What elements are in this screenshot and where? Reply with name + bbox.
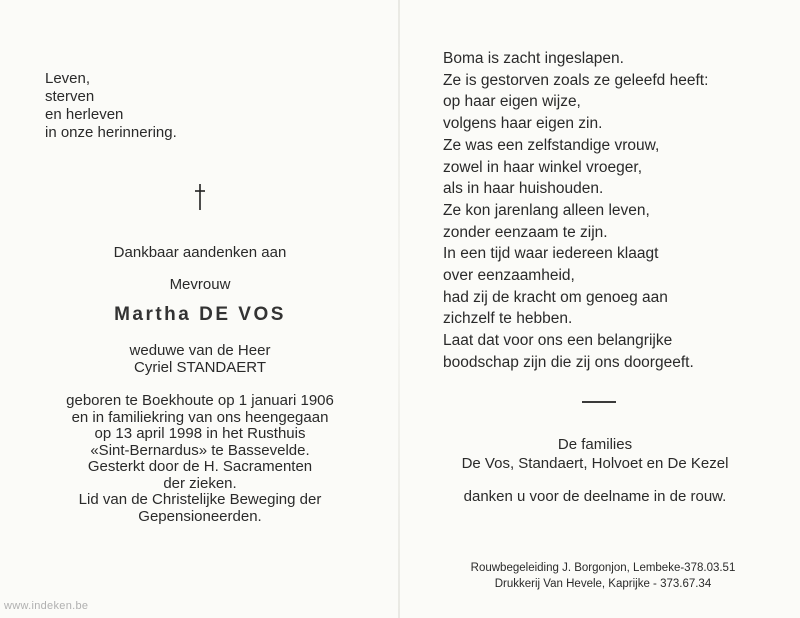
poem-line: volgens haar eigen zin. — [443, 115, 603, 133]
life-details — [0, 393, 400, 525]
memorial-poem — [443, 48, 708, 374]
memory-intro: Dankbaar aandenken aan — [113, 244, 287, 261]
life-line: op 13 april 1998 in het Rusthuis — [94, 425, 306, 442]
poem-line: zichzelf te hebben. — [443, 310, 573, 328]
motto-line: en herleven — [45, 106, 124, 123]
poem-line: Ze is gestorven zoals ze geleefd heeft: — [443, 71, 709, 89]
separator-dash — [582, 401, 616, 403]
poem-line: In een tijd waar iedereen klaagt — [443, 245, 659, 263]
families-heading: De families — [557, 436, 633, 453]
husband-name: Cyriel STANDAERT — [134, 359, 266, 376]
motto-verse — [45, 70, 177, 142]
motto-line: sterven — [45, 88, 95, 105]
poem-line: Boma is zacht ingeslapen. — [443, 50, 624, 67]
poem-line: zonder eenzaam te zijn. — [443, 223, 608, 241]
life-line: «Sint-Bernardus» te Bassevelde. — [90, 441, 310, 459]
poem-line: Laat dat voor ons een belangrijke — [443, 332, 673, 350]
poem-line: Ze kon jarenlang alleen leven, — [443, 201, 650, 219]
honorific: Mevrouw — [169, 276, 231, 293]
poem-line: als in haar huishouden. — [443, 180, 604, 198]
life-line: der zieken. — [163, 474, 237, 492]
poem-line: zowel in haar winkel vroeger, — [443, 158, 643, 176]
cross-icon — [193, 183, 207, 211]
deceased-name: Martha DE VOS — [114, 304, 286, 325]
poem-line: over eenzaamheid, — [443, 267, 575, 285]
families-names: De Vos, Standaert, Holvoet en De Kezel — [461, 455, 729, 472]
watermark: www.indeken.be — [4, 600, 89, 612]
life-line: geboren te Boekhoute op 1 januari 1906 — [66, 392, 334, 409]
motto-line: in onze herinnering. — [45, 124, 177, 141]
widow-line: weduwe van de Heer — [129, 342, 271, 359]
card-fold — [398, 0, 400, 618]
life-line: en in familiekring van ons heengegaan — [71, 408, 329, 426]
poem-line: Ze was een zelfstandige vrouw, — [443, 136, 660, 154]
motto-line: Leven, — [45, 70, 91, 87]
poem-line: op haar eigen wijze, — [443, 93, 581, 111]
thanks-line: danken u voor de deelname in de rouw. — [463, 488, 727, 505]
life-line: Gepensioneerden. — [138, 507, 262, 525]
life-line: Lid van de Christelijke Beweging der — [78, 491, 322, 508]
poem-line: had zij de kracht om genoeg aan — [443, 288, 668, 306]
life-line: Gesterkt door de H. Sacramenten — [87, 458, 313, 475]
printer-line-funeral: Rouwbegeleiding J. Borgonjon, Lembeke-378.03.51 — [470, 562, 736, 574]
printer-line-press: Drukkerij Van Hevele, Kaprijke - 373.67.34 — [494, 578, 712, 590]
poem-line: boodschap zijn die zij ons doorgeeft. — [443, 353, 694, 371]
